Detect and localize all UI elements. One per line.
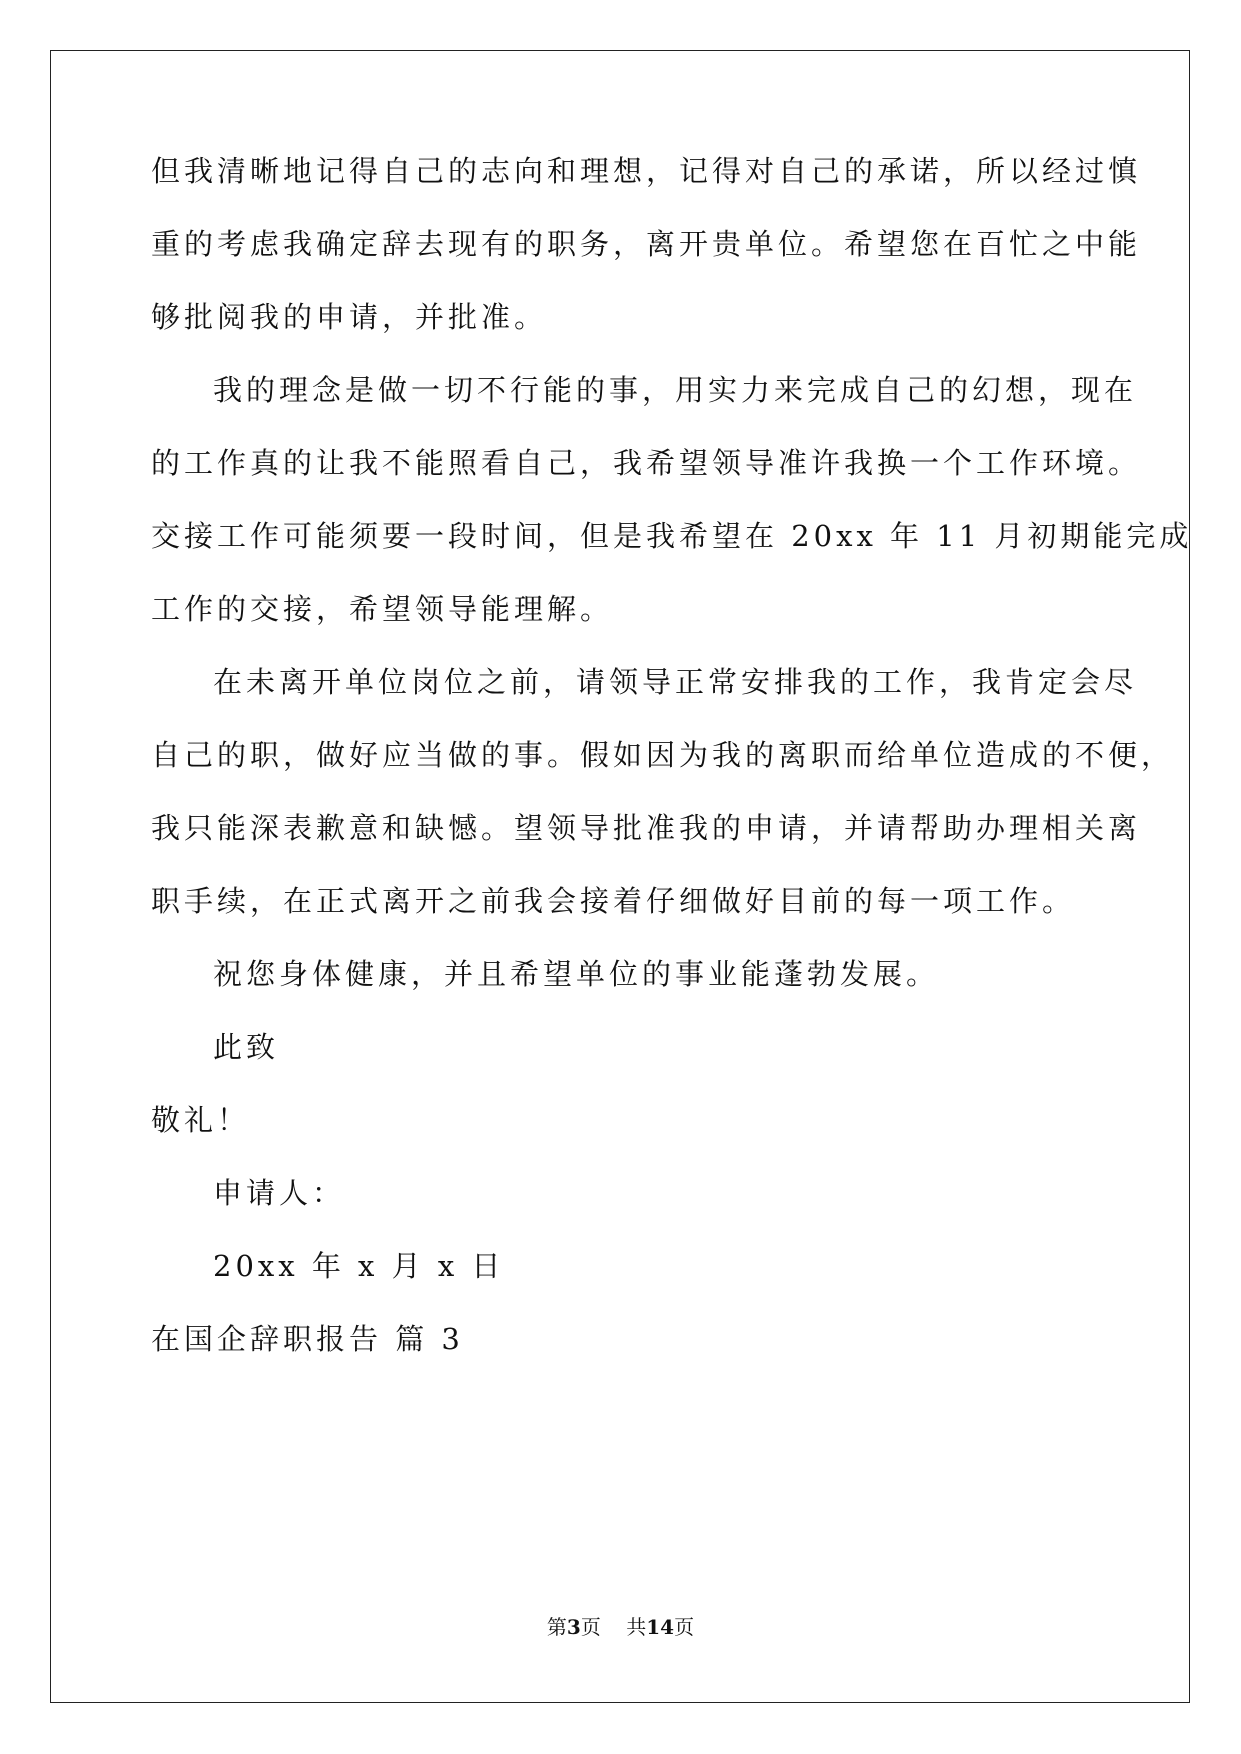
closing-salutation: 此致 [213, 1030, 280, 1064]
body-line: 祝您身体健康，并且希望单位的事业能蓬勃发展。 [213, 957, 940, 991]
body-line: 我的理念是做一切不行能的事，用实力来完成自己的幻想，现在 [213, 373, 1138, 407]
page-border [50, 50, 1193, 1703]
footer-page-number: 3 [566, 1615, 581, 1639]
section-heading: 在国企辞职报告 篇 3 [151, 1322, 464, 1356]
signature-date: 20xx 年 x 月 x 日 [213, 1249, 505, 1283]
signature-label: 申请人： [213, 1176, 346, 1210]
footer-total-number: 14 [646, 1615, 675, 1639]
body-line: 但我清晰地记得自己的志向和理想，记得对自己的承诺，所以经过慎 [151, 154, 1142, 188]
footer-total-suffix: 页 [674, 1615, 695, 1639]
body-line: 够批阅我的申请，并批准。 [151, 300, 548, 334]
body-line: 自己的职，做好应当做的事。假如因为我的离职而给单位造成的不便， [151, 738, 1175, 772]
body-line: 工作的交接，希望领导能理解。 [151, 592, 614, 626]
body-line: 职手续，在正式离开之前我会接着仔细做好目前的每一项工作。 [151, 884, 1076, 918]
page-footer [0, 1611, 1241, 1640]
footer-page-suffix: 页 [580, 1615, 601, 1639]
footer-total-prefix: 共 [626, 1615, 647, 1639]
footer-page-prefix: 第 [546, 1615, 567, 1639]
closing-respect: 敬礼！ [151, 1103, 251, 1137]
body-line: 我只能深表歉意和缺憾。望领导批准我的申请，并请帮助办理相关离 [151, 811, 1142, 845]
body-line: 交接工作可能须要一段时间，但是我希望在 20xx 年 11 月初期能完成 [151, 519, 1193, 553]
body-line: 在未离开单位岗位之前，请领导正常安排我的工作，我肯定会尽 [213, 665, 1138, 699]
body-line: 的工作真的让我不能照看自己，我希望领导准许我换一个工作环境。 [151, 446, 1142, 480]
body-line: 重的考虑我确定辞去现有的职务，离开贵单位。希望您在百忙之中能 [151, 227, 1142, 261]
